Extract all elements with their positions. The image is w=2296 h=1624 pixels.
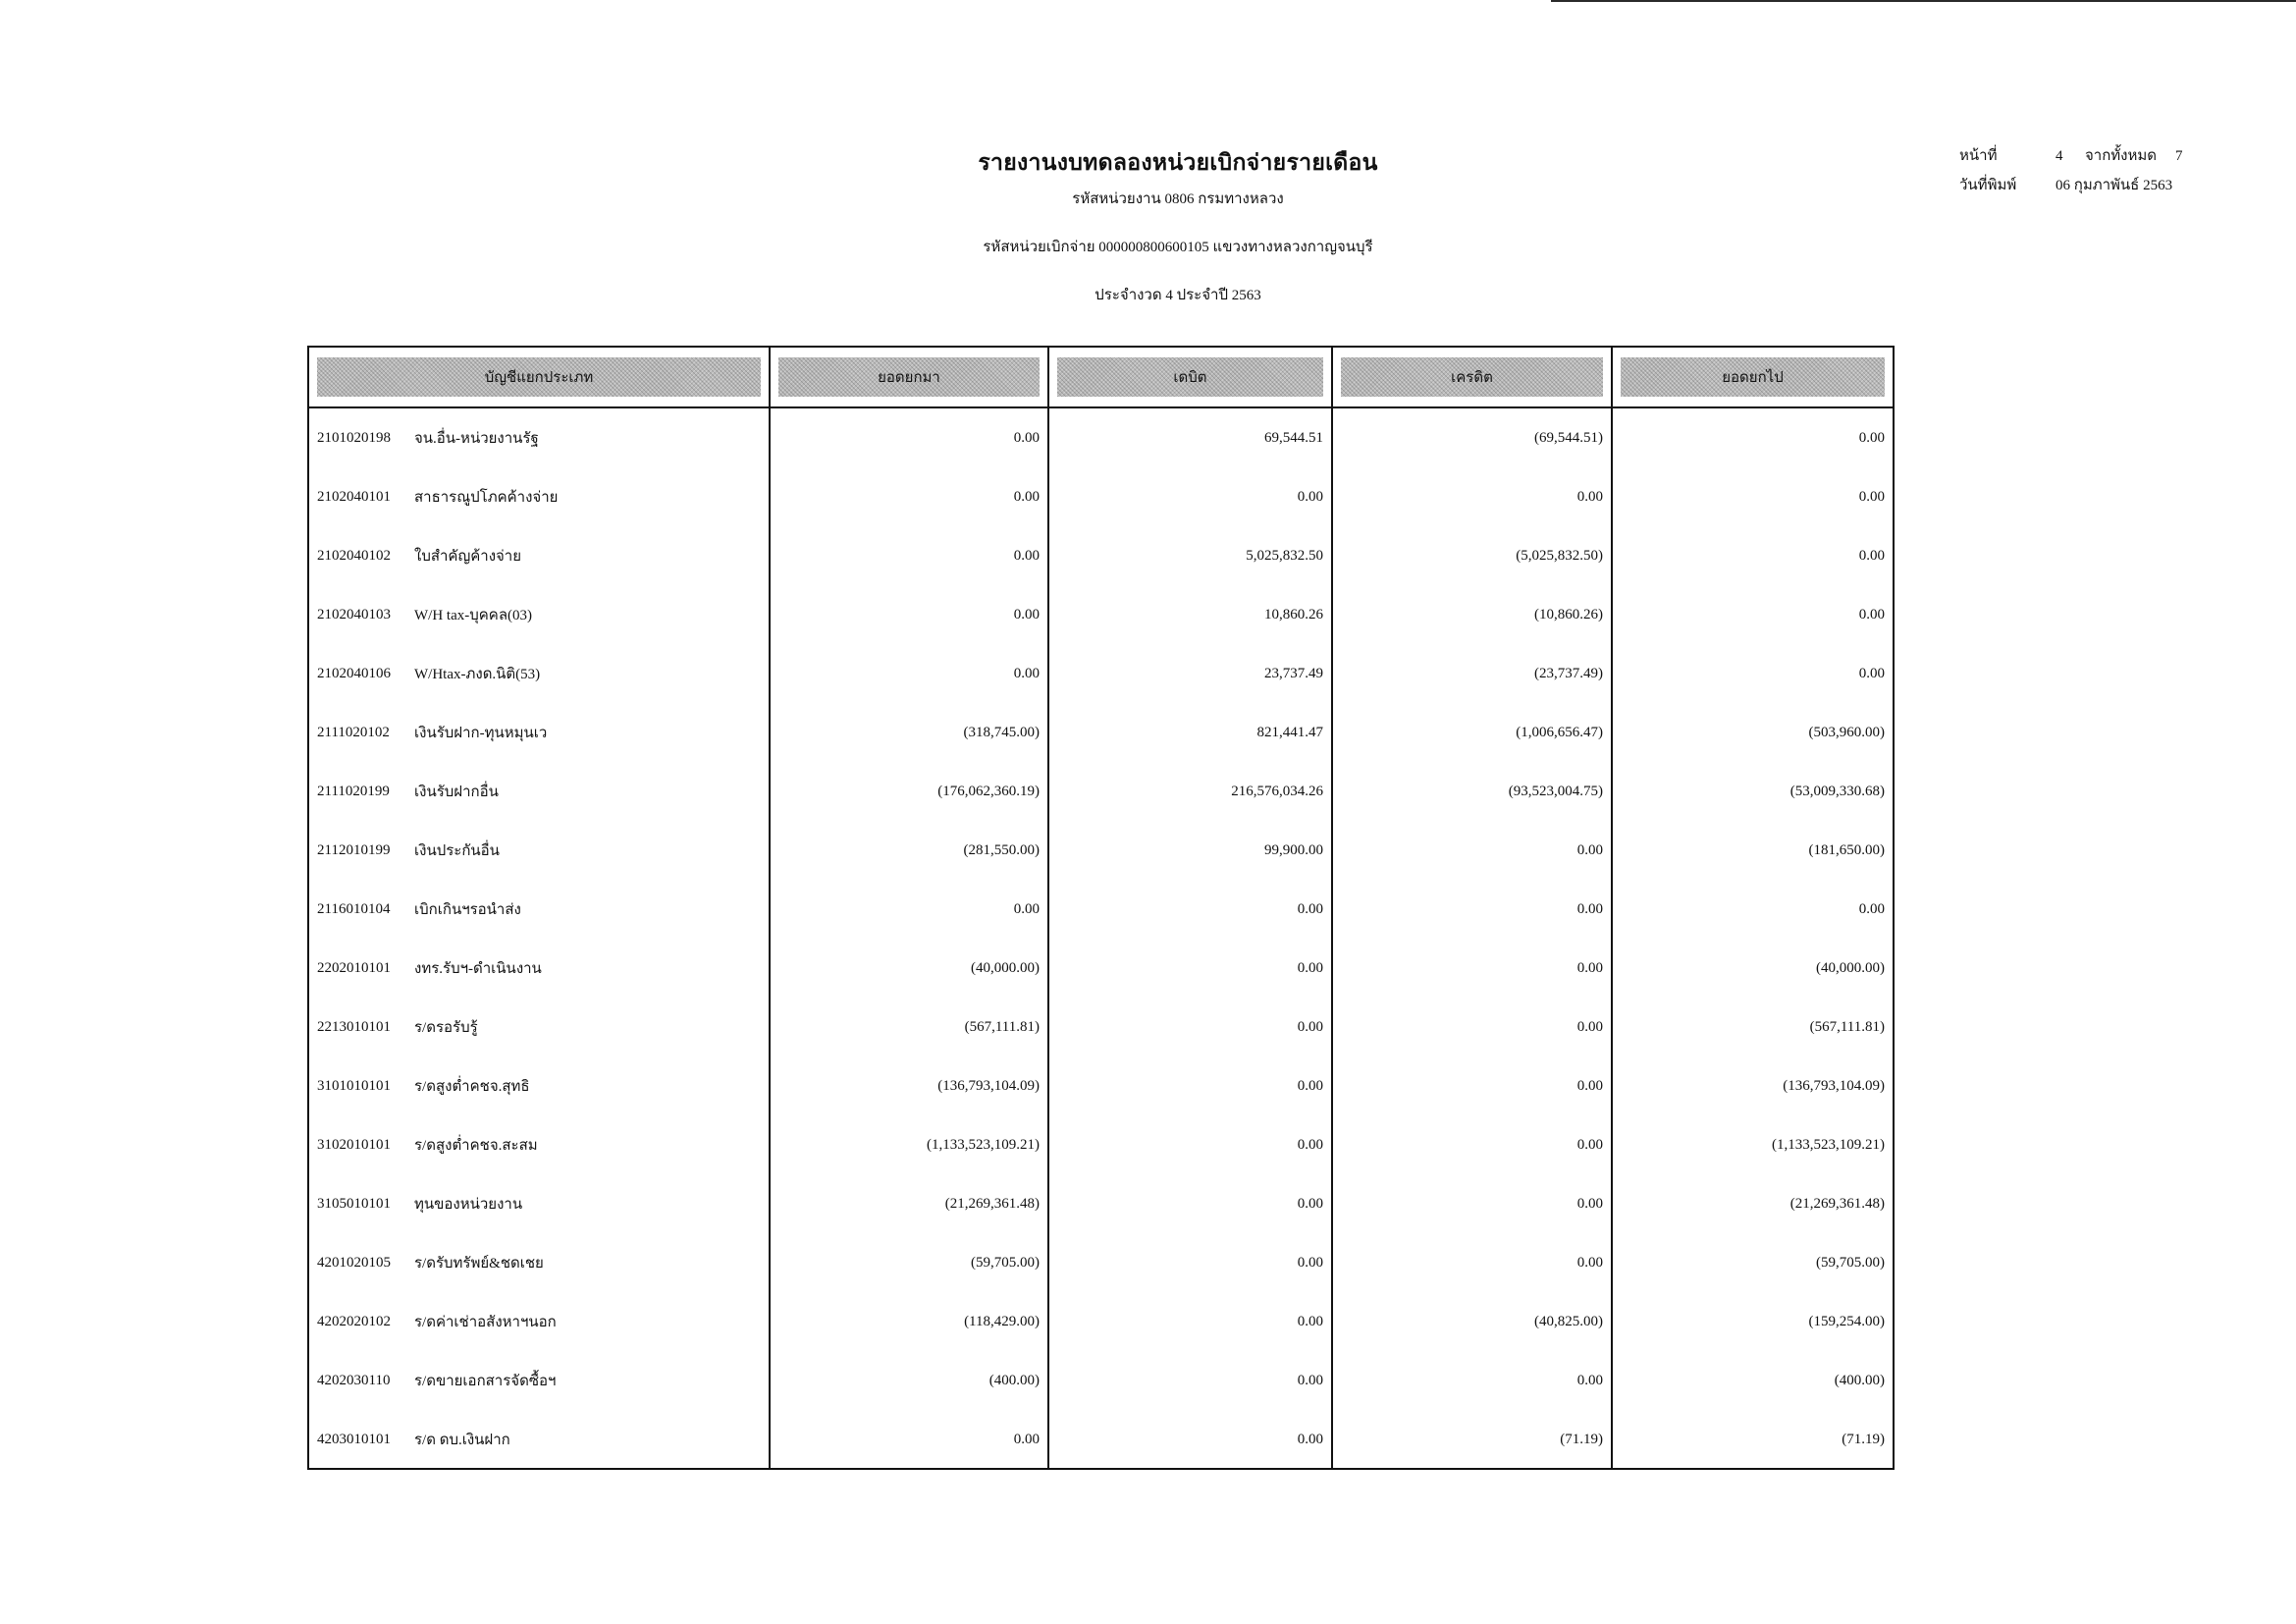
cell-debit: 23,737.49 — [1264, 665, 1323, 681]
cell-debit: 0.00 — [1297, 1254, 1323, 1271]
header-debit — [1049, 348, 1333, 406]
cell-balance-cf: 0.00 — [1858, 429, 1885, 446]
column-account — [309, 408, 771, 1468]
account-code: 2111020102 — [317, 724, 390, 740]
account-name: ร/ดรอรับรู้ — [414, 1020, 478, 1036]
cell-credit: (93,523,004.75) — [1508, 783, 1603, 799]
column-credit — [1333, 408, 1613, 1468]
cell-debit: 0.00 — [1297, 1313, 1323, 1329]
account-name: ใบสำคัญค้างจ่าย — [414, 549, 522, 565]
cell-balance-cf: (159,254.00) — [1808, 1313, 1885, 1329]
account-code: 2102040101 — [317, 488, 391, 505]
print-date: 06 กุมภาพันธ์ 2563 — [2056, 178, 2173, 193]
period-line: ประจำงวด 4 ประจำปี 2563 — [1095, 288, 1261, 303]
cell-balance-cf: (181,650.00) — [1808, 841, 1885, 858]
cell-balance-cf: 0.00 — [1858, 488, 1885, 505]
cell-balance-bf: 0.00 — [1013, 900, 1040, 917]
cell-credit: 0.00 — [1576, 1254, 1603, 1271]
cell-credit: (69,544.51) — [1534, 429, 1603, 446]
header-account-label: บัญชีแยกประเภท — [317, 357, 761, 397]
cell-debit: 10,860.26 — [1264, 606, 1323, 623]
table-row — [309, 1410, 769, 1469]
header-balance-cf-label: ยอดยกไป — [1621, 357, 1885, 397]
account-name: สาธารณูปโภคค้างจ่าย — [414, 490, 559, 506]
column-balance-cf — [1613, 408, 1893, 1468]
cell-debit: 0.00 — [1297, 959, 1323, 976]
cell-balance-cf: 0.00 — [1858, 665, 1885, 681]
cell-credit: 0.00 — [1576, 841, 1603, 858]
cell-debit: 821,441.47 — [1256, 724, 1323, 740]
cell-balance-cf: (136,793,104.09) — [1783, 1077, 1885, 1094]
cell-credit: 0.00 — [1576, 900, 1603, 917]
header-credit — [1333, 348, 1613, 406]
account-code: 4202020102 — [317, 1313, 391, 1329]
cell-balance-bf: (567,111.81) — [964, 1018, 1040, 1035]
cell-credit: 0.00 — [1576, 1136, 1603, 1153]
header-balance-cf — [1613, 348, 1893, 406]
account-code: 3102010101 — [317, 1136, 391, 1153]
table-row — [309, 703, 769, 762]
table-row — [309, 526, 769, 585]
page-number-row — [1959, 141, 2183, 171]
cell-balance-cf: (59,705.00) — [1816, 1254, 1885, 1271]
cell-balance-bf: 0.00 — [1013, 429, 1040, 446]
scan-artifact-line — [1551, 0, 2296, 2]
cell-balance-cf: (71.19) — [1842, 1431, 1885, 1447]
cell-credit: (5,025,832.50) — [1516, 547, 1603, 564]
cell-debit: 0.00 — [1297, 1018, 1323, 1035]
page-info — [1959, 141, 2183, 200]
table-row — [309, 1115, 769, 1174]
header-credit-label: เครดิต — [1341, 357, 1603, 397]
cell-balance-cf: (21,269,361.48) — [1789, 1195, 1885, 1212]
cell-credit: 0.00 — [1576, 488, 1603, 505]
cell-debit: 0.00 — [1297, 1431, 1323, 1447]
cell-balance-cf: (40,000.00) — [1816, 959, 1885, 976]
cell-debit: 5,025,832.50 — [1246, 547, 1323, 564]
cell-balance-cf: 0.00 — [1858, 900, 1885, 917]
account-code: 2213010101 — [317, 1018, 391, 1035]
account-name: ร/ดขายเอกสารจัดซื้อฯ — [414, 1374, 557, 1389]
account-code: 2112010199 — [317, 841, 391, 858]
cell-balance-cf: (53,009,330.68) — [1789, 783, 1885, 799]
cell-balance-bf: 0.00 — [1013, 606, 1040, 623]
table-row — [309, 1174, 769, 1233]
print-date-label: วันที่พิมพ์ — [1959, 178, 2017, 193]
cell-credit: 0.00 — [1576, 1018, 1603, 1035]
cell-balance-bf: (281,550.00) — [963, 841, 1040, 858]
account-code: 2101020198 — [317, 429, 391, 446]
cell-balance-cf: (567,111.81) — [1809, 1018, 1885, 1035]
cell-credit: 0.00 — [1576, 1077, 1603, 1094]
account-code: 2102040102 — [317, 547, 391, 564]
account-name: งทร.รับฯ-ดำเนินงาน — [414, 961, 542, 977]
header-balance-bf — [771, 348, 1049, 406]
agency-line: รหัสหน่วยงาน 0806 กรมทางหลวง — [1072, 191, 1284, 207]
page-number: 4 — [2056, 148, 2063, 164]
account-code: 4201020105 — [317, 1254, 391, 1271]
account-name: เงินรับฝาก-ทุนหมุนเว — [414, 726, 548, 741]
account-name: W/H tax-บุคคล(03) — [414, 608, 532, 623]
cell-debit: 0.00 — [1297, 1372, 1323, 1388]
account-name: ทุนของหน่วยงาน — [414, 1197, 523, 1213]
account-name: เบิกเกินฯรอนำส่ง — [414, 902, 521, 918]
cell-credit: 0.00 — [1576, 959, 1603, 976]
cell-balance-bf: (118,429.00) — [964, 1313, 1040, 1329]
account-code: 4202030110 — [317, 1372, 391, 1388]
cell-balance-bf: (176,062,360.19) — [937, 783, 1040, 799]
column-balance-bf — [771, 408, 1049, 1468]
table-row — [309, 1233, 769, 1292]
header-account — [309, 348, 771, 406]
cell-credit: (10,860.26) — [1534, 606, 1603, 623]
cell-balance-bf: 0.00 — [1013, 547, 1040, 564]
cell-balance-cf: (1,133,523,109.21) — [1772, 1136, 1885, 1153]
cell-balance-bf: (59,705.00) — [971, 1254, 1040, 1271]
account-code: 3101010101 — [317, 1077, 391, 1094]
cell-credit: (23,737.49) — [1534, 665, 1603, 681]
cell-balance-bf: (21,269,361.48) — [944, 1195, 1040, 1212]
cell-balance-cf: 0.00 — [1858, 606, 1885, 623]
table-row — [309, 467, 769, 526]
table-row — [309, 644, 769, 703]
cell-credit: 0.00 — [1576, 1372, 1603, 1388]
cell-debit: 99,900.00 — [1264, 841, 1323, 858]
account-name: ร/ดสูงต่ำคชจ.สุทธิ — [414, 1079, 530, 1095]
header-debit-label: เดบิต — [1057, 357, 1323, 397]
cell-credit: (1,006,656.47) — [1516, 724, 1603, 740]
table-body — [309, 408, 1893, 1468]
table-row — [309, 1056, 769, 1115]
cell-balance-bf: 0.00 — [1013, 488, 1040, 505]
account-name: เงินรับฝากอื่น — [414, 785, 499, 800]
cell-debit: 0.00 — [1297, 488, 1323, 505]
cell-credit: 0.00 — [1576, 1195, 1603, 1212]
column-debit — [1049, 408, 1333, 1468]
account-name: W/Htax-ภงด.นิติ(53) — [414, 667, 541, 682]
print-date-row — [1959, 171, 2183, 200]
cell-debit: 69,544.51 — [1264, 429, 1323, 446]
cell-credit: (71.19) — [1560, 1431, 1603, 1447]
cell-balance-bf: (136,793,104.09) — [937, 1077, 1040, 1094]
cell-balance-bf: 0.00 — [1013, 665, 1040, 681]
disbursing-unit-line: รหัสหน่วยเบิกจ่าย 000000800600105 แขวงทางหลวงกาญจนบุรี — [983, 240, 1373, 255]
account-code: 2102040103 — [317, 606, 391, 623]
cell-balance-bf: (1,133,523,109.21) — [927, 1136, 1040, 1153]
table-row — [309, 585, 769, 644]
table-header — [309, 348, 1893, 408]
table-row — [309, 762, 769, 821]
cell-balance-cf: (503,960.00) — [1808, 724, 1885, 740]
cell-credit: (40,825.00) — [1534, 1313, 1603, 1329]
account-code: 2111020199 — [317, 783, 390, 799]
cell-balance-bf: (400.00) — [988, 1372, 1040, 1388]
account-code: 2102040106 — [317, 665, 391, 681]
cell-balance-bf: 0.00 — [1013, 1431, 1040, 1447]
account-name: เงินประกันอื่น — [414, 843, 500, 859]
cell-debit: 0.00 — [1297, 1195, 1323, 1212]
table-row — [309, 998, 769, 1056]
total-pages-label: จากทั้งหมด — [2085, 148, 2158, 164]
total-pages: 7 — [2175, 148, 2183, 164]
table-row — [309, 821, 769, 880]
table-row — [309, 880, 769, 939]
table-row — [309, 408, 769, 467]
account-code: 3105010101 — [317, 1195, 391, 1212]
table-row — [309, 1292, 769, 1351]
trial-balance-table — [307, 346, 1895, 1470]
account-code: 2202010101 — [317, 959, 391, 976]
cell-balance-bf: (318,745.00) — [963, 724, 1040, 740]
table-row — [309, 1351, 769, 1410]
account-name: จน.อื่น-หน่วยงานรัฐ — [414, 431, 539, 447]
page-label: หน้าที่ — [1959, 148, 1998, 164]
cell-debit: 0.00 — [1297, 1136, 1323, 1153]
cell-debit: 0.00 — [1297, 900, 1323, 917]
table-row — [309, 939, 769, 998]
account-name: ร/ดสูงต่ำคชจ.สะสม — [414, 1138, 538, 1154]
account-code: 4203010101 — [317, 1431, 391, 1447]
account-code: 2116010104 — [317, 900, 391, 917]
account-name: ร/ดรับทรัพย์&ชดเชย — [414, 1256, 544, 1272]
cell-balance-cf: (400.00) — [1834, 1372, 1885, 1388]
cell-debit: 0.00 — [1297, 1077, 1323, 1094]
cell-debit: 216,576,034.26 — [1231, 783, 1323, 799]
header-balance-bf-label: ยอดยกมา — [778, 357, 1040, 397]
account-name: ร/ด ดบ.เงินฝาก — [414, 1433, 510, 1448]
cell-balance-bf: (40,000.00) — [971, 959, 1040, 976]
cell-balance-cf: 0.00 — [1858, 547, 1885, 564]
report-title: รายงานงบทดลองหน่วยเบิกจ่ายรายเดือน — [978, 150, 1378, 175]
account-name: ร/ดค่าเช่าอสังหาฯนอก — [414, 1315, 557, 1330]
